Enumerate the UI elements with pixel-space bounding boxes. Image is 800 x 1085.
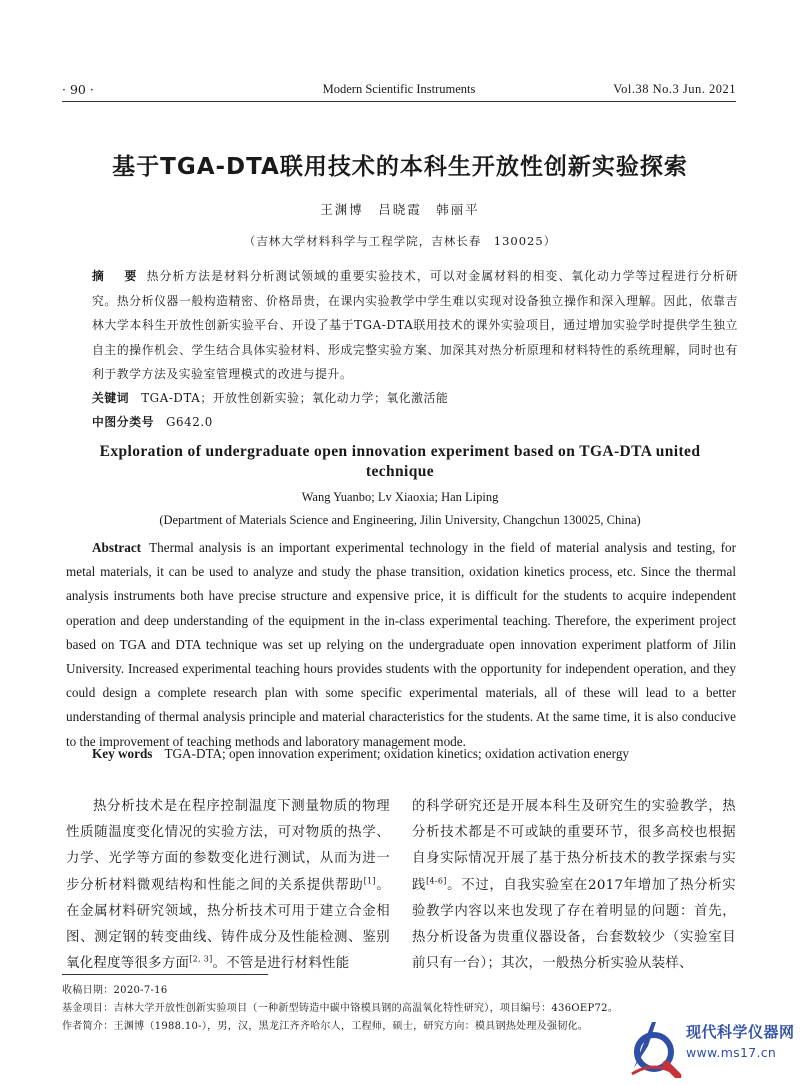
affiliation-en: (Department of Materials Science and Engineering, Jilin University, Changchun 130025, China) [159, 513, 641, 527]
abstract-en-text: Thermal analysis is an important experimental technology in the field of material analysis and testing, for metal materials, it can be used to analyze and study the phase transition, oxidation kinetics process, etc. Since the thermal analysis instruments both have precise structure and expensive price, it is difficult for the students to acquire independent operation and deep understanding of the equipment in the in-class experimental teaching. Therefore, the experiment project based on TGA and DTA technique was set up relying on the undergraduate open innovation experiment platform of Jilin University. Increased experimental teaching hours provides students with the opportunity for independent operation, and they could design a complete research plan with some specific experimental materials, all of these will lead to a better understanding of thermal analysis principle and material characteristics for the students. At the same time, it is also conducive to the improvement of teaching methods and laboratory management mode. [66, 540, 736, 749]
classification-cn [92, 413, 213, 430]
abstract-cn [92, 264, 738, 387]
classification-cn-label: 中图分类号 [92, 415, 154, 429]
watermark-url[interactable]: www.ms17.cn [686, 1045, 777, 1060]
journal-name: Modern Scientific Instruments [322, 82, 476, 96]
issue-info: Vol.38 No.3 Jun. 2021 [613, 82, 736, 96]
body-text: 。在金属材料研究领域，热分析技术可用于建立合金相图、测定钢的转变曲线、铸件成分及性能检测、鉴别氧化程度等很多方面 [66, 877, 390, 972]
body-column-left [66, 794, 390, 977]
body-text: 热分析技术是在程序控制温度下测量物质的物理性质随温度变化情况的实验方法，可对物质的热学、力学、光学等方面的参数变化进行测试，从而为进一步分析材料微观结构和性能之间的关系提供帮助 [66, 799, 390, 893]
keywords-cn-text: TGA-DTA；开放性创新实验；氧化动力学；氧化激活能 [141, 391, 449, 405]
watermark-logo-icon [626, 1016, 684, 1078]
abstract-cn-text: 热分析方法是材料分析测试领域的重要实验技术，可以对金属材料的相变、氧化动力学等过程进行分析研究。热分析仪器一般构造精密、价格昂贵，在课内实验教学中学生难以实现对设备独立操作和深入理解。因此，依靠吉林大学本科生开放性创新实验平台、开设了基于TGA-DTA联用技术的课外实验项目，通过增加实验学时提供学生独立自主的操作机会、学生结合具体实验材料、形成完整实验方案、加深其对热分析原理和材料特性的系统理解，同时也有利于教学方法及实验室管理模式的改进与提升。 [92, 269, 738, 381]
keywords-en-text: TGA-DTA; open innovation experiment; oxidation kinetics; oxidation activation energy [164, 746, 630, 761]
keywords-cn-label: 关键词 [92, 391, 130, 405]
page-number: · 90 · [62, 82, 94, 97]
classification-cn-text: G642.0 [166, 415, 213, 429]
header-rule [62, 101, 736, 102]
keywords-en [92, 746, 629, 762]
footnote-received: 收稿日期：2020-7-16 [62, 985, 168, 996]
footnote-rule [62, 974, 268, 975]
footnote-fund: 基金项目：吉林大学开放性创新实验项目（一种新型铸造中碳中铬模具钢的高温氧化特性研究），项目编号：436OEP72。 [62, 1003, 619, 1014]
citation[interactable]: [1] [363, 876, 376, 886]
running-header [62, 82, 736, 102]
abstract-en [66, 536, 736, 754]
affiliation-cn: （吉林大学材料科学与工程学院，吉林长春 130025） [243, 234, 557, 248]
citation[interactable]: [2, 3] [189, 954, 213, 964]
body-column-right [412, 794, 736, 977]
authors-en: Wang Yuanbo; Lv Xiaoxia; Han Liping [301, 490, 499, 504]
watermark-name: 现代科学仪器网 [686, 1023, 795, 1041]
authors-cn: 王渊博 吕晓霞 韩丽平 [320, 202, 480, 217]
keywords-en-label: Key words [92, 746, 153, 761]
article-title-cn: 基于TGA-DTA联用技术的本科生开放性创新实验探索 [112, 154, 688, 180]
article-title-en: Exploration of undergraduate open innovation experiment based on TGA-DTA united technique [99, 443, 701, 480]
abstract-cn-label: 摘 要 [92, 269, 141, 283]
keywords-cn [92, 389, 448, 406]
body-text: 。不管是进行材料性能 [212, 956, 350, 972]
footnote-author: 作者简介：王渊博（1988.10-），男，汉，黑龙江齐齐哈尔人，工程师，硕士，研究方向：模具钢热处理及强韧化。 [62, 1021, 589, 1032]
body-text: 的科学研究还是开展本科生及研究生的实验教学，热分析技术都是不可或缺的重要环节，很多高校也根据自身实际情况开展了基于热分析技术的教学探索与实践 [412, 799, 736, 893]
body-text: 。不过，自我实验室在2017年增加了热分析实验教学内容以来也发现了存在着明显的问题：首先，热分析设备为贵重仪器设备，台套数较少（实验室目前只有一台）；其次，一般热分析实验从装样、 [412, 877, 736, 972]
watermark [626, 1016, 796, 1080]
citation[interactable]: [4-6] [426, 876, 447, 886]
abstract-en-label: Abstract [92, 540, 142, 555]
